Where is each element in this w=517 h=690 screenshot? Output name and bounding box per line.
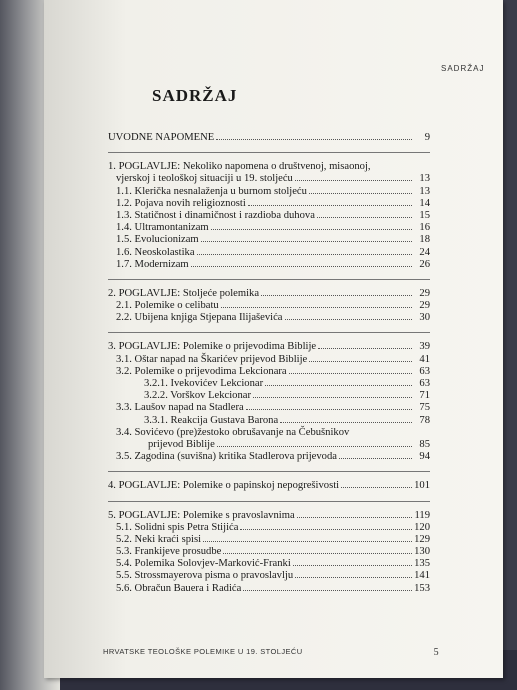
dot-leader [261,295,412,296]
footer-book-title: HRVATSKE TEOLOŠKE POLEMIKE U 19. STOLJEĆU [103,647,303,656]
toc-entry [108,247,430,259]
toc-entry-text: 1.7. Modernizam [116,258,189,270]
toc-entry-text: 1.5. Evolucionizam [116,234,199,246]
dot-leader [318,348,412,349]
toc-entry-text: 5.1. Solidni spis Petra Stijića [116,521,239,533]
dot-leader [297,517,412,518]
dot-leader [253,397,412,398]
toc-entry-text: 1.2. Pojava novih religioznosti [116,197,246,209]
toc-chapter-4 [108,480,430,492]
toc-entry [108,522,430,534]
toc-chapter-5 [108,510,430,522]
toc-entry [108,570,430,582]
toc-page-number: 135 [414,558,430,570]
toc-entry-text: 3. POGLAVLJE: Polemike o prijevodima Biblije [108,341,317,353]
table-of-contents [108,132,430,595]
toc-entry-text: 3.3. Laušov napad na Stadlera [116,402,244,414]
toc-entry [108,210,430,222]
toc-entry [108,312,430,324]
page-title: SADRŽAJ [152,86,238,105]
toc-entry [108,198,430,210]
toc-page-number: 41 [419,353,430,365]
toc-page-number: 85 [419,438,430,450]
dot-leader [293,565,412,566]
dot-leader [243,590,412,591]
toc-entry-text: UVODNE NAPOMENE [108,132,215,143]
page-footer [103,647,439,658]
toc-entry-text: 5.4. Polemika Solovjev-Marković-Franki [116,558,291,570]
toc-page-number: 141 [414,570,430,582]
toc-page-number: 63 [419,378,430,390]
dot-leader [295,577,412,578]
dot-leader [246,409,412,410]
toc-chapter-3 [108,341,430,353]
section-divider [108,471,430,472]
toc-entry [108,427,430,451]
toc-entry-text: 3.3.1. Reakcija Gustava Barona [144,414,279,426]
toc-page-number: 71 [419,390,430,402]
toc-entry-text: 5.6. Obračun Bauera i Radića [116,582,242,594]
toc-entry-text: 1. POGLAVLJE: Nekoliko napomena o društvenoj, misaonoj, [108,161,371,173]
section-divider [108,279,430,280]
toc-entry-text: 5.3. Frankijeve prosudbe [116,546,222,558]
dot-leader [216,139,412,140]
dot-leader [221,307,412,308]
toc-page-number: 16 [419,222,430,234]
toc-entry [108,234,430,246]
section-divider [108,152,430,153]
dot-leader [309,361,412,362]
toc-entry-text: 1.1. Klerička nesnalaženja u burnom stoljeću [116,185,307,197]
toc-page-number: 9 [424,132,430,143]
toc-entry-text: 1.4. Ultramontanizam [116,222,209,234]
toc-entry-text: 1.3. Statičnost i dinamičnost i razdioba duhova [116,209,315,221]
toc-chapter-2 [108,288,430,300]
toc-page-number: 14 [419,197,430,209]
toc-entry [108,300,430,312]
dot-leader [295,180,412,181]
toc-page-number: 120 [414,521,430,533]
toc-entry-text: 3.2.1. Ivekovićev Lekcionar [144,378,264,390]
toc-entry-text: 3.2.2. Vorškov Lekcionar [144,390,252,402]
toc-page-number: 39 [419,341,430,353]
toc-entry [108,546,430,558]
dot-leader [289,373,412,374]
toc-entry-text: 3.1. Oštar napad na Škarićev prijevod Biblije [116,353,308,365]
running-head: SADRŽAJ [441,64,485,73]
toc-entry [108,354,430,366]
toc-chapter-1 [108,161,430,185]
dot-leader [285,319,412,320]
dot-leader [280,422,412,423]
toc-entry-text: 2.1. Polemike o celibatu [116,300,219,312]
toc-entry-intro [108,132,430,144]
toc-page-number: 78 [419,414,430,426]
dot-leader [197,254,412,255]
toc-entry-text: 3.2. Polemike o prijevodima Lekcionara [116,365,287,377]
toc-page-number: 29 [419,300,430,312]
dot-leader [341,487,412,488]
toc-entry-text: 1.6. Neoskolastika [116,246,195,258]
dot-leader [211,229,412,230]
toc-page-number: 15 [419,209,430,221]
toc-page-number: 153 [414,582,430,594]
toc-page-number: 26 [419,258,430,270]
toc-page-number: 119 [414,509,430,521]
dot-leader [240,529,412,530]
dot-leader [265,385,412,386]
toc-entry-text: 4. POGLAVLJE: Polemike o papinskoj nepogrešivosti [108,480,340,492]
dot-leader [203,541,412,542]
toc-entry-text-cont: vjerskoj i teološkoj situaciji u 19. stoljeću [116,173,293,185]
dot-leader [309,193,412,194]
section-divider [108,501,430,502]
toc-entry-text: 2.2. Ubijena knjiga Stjepana Ilijaševića [116,312,283,324]
dot-leader [339,458,412,459]
toc-entry [108,583,430,595]
dot-leader [201,241,412,242]
toc-page-number: 75 [419,402,430,414]
toc-page-number: 101 [414,480,430,492]
dot-leader [217,446,412,447]
toc-page-number: 63 [419,365,430,377]
toc-entry [108,390,430,402]
toc-page-number: 24 [419,246,430,258]
toc-entry-text: 2. POGLAVLJE: Stoljeće polemika [108,287,260,299]
toc-page-number: 13 [419,185,430,197]
toc-entry [108,378,430,390]
footer-page-number: 5 [433,647,439,658]
toc-entry [108,222,430,234]
toc-page-number: 18 [419,234,430,246]
toc-entry [108,186,430,198]
toc-entry-text: 5.5. Strossmayerova pisma o pravoslavlju [116,570,294,582]
toc-entry [108,451,430,463]
toc-page-number: 129 [414,533,430,545]
section-divider [108,332,430,333]
toc-entry [108,534,430,546]
toc-entry-text: 5.2. Neki kraći spisi [116,533,202,545]
toc-entry [108,259,430,271]
dot-leader [223,553,412,554]
toc-entry-text: 3.5. Zagodina (suvišna) kritika Stadlerova prijevoda [116,451,337,463]
toc-entry-text: 5. POGLAVLJE: Polemike s pravoslavnima [108,509,295,521]
toc-entry-text-cont: prijevod Biblije [148,438,215,450]
toc-entry [108,558,430,570]
toc-entry [108,366,430,378]
toc-page-number: 130 [414,546,430,558]
dot-leader [248,205,412,206]
toc-entry [108,415,430,427]
dot-leader [317,217,412,218]
toc-entry [108,402,430,414]
toc-page-number: 30 [419,312,430,324]
toc-page-number: 29 [419,287,430,299]
dot-leader [191,266,412,267]
toc-page-number: 94 [419,451,430,463]
toc-entry-text: 3.4. Sovićevo (pre)žestoko obrušavanje na Čebušnikov [116,426,350,438]
toc-page-number: 13 [419,173,430,185]
